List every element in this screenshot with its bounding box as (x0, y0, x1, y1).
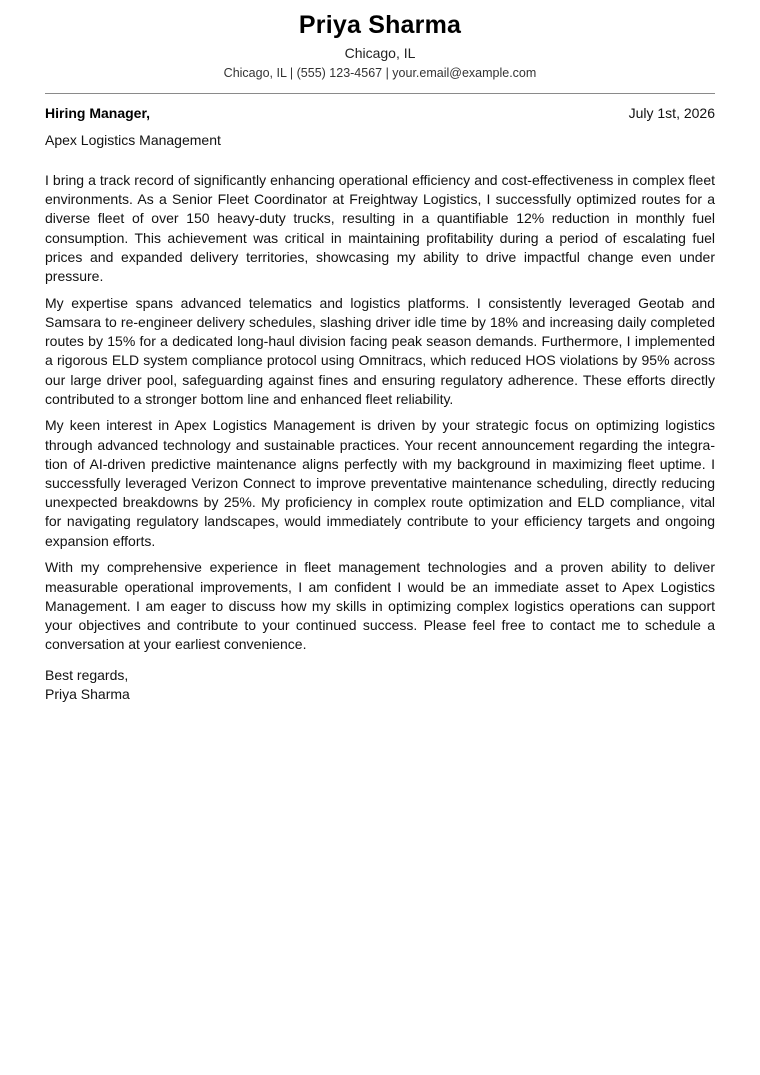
applicant-location: Chicago, IL (344, 45, 416, 61)
signature-name: Priya Sharma (45, 686, 130, 703)
letter-body (45, 171, 715, 654)
sign-off: Best regards, (45, 667, 129, 684)
recipient-row (45, 104, 715, 122)
letter-header (45, 0, 715, 81)
recipient-greeting: Hiring Manager, (45, 105, 151, 121)
recipient-company: Apex Logistics Management (45, 132, 221, 148)
letter-date: July 1st, 2026 (628, 105, 715, 121)
applicant-name: Priya Sharma (298, 11, 462, 39)
applicant-contact-line: Chicago, IL | (555) 123-4567 | your.email@example.com (223, 66, 537, 80)
body-paragraph: With my comprehensive experience in fleet management technologies and a proven ability to deliver measurable operational improvements, I am confident I would be an immediate asset to Apex Logistics Management. I am eager to discuss how my skills in optimizing complex logistics operations can support your objectives and contribute to your continued success. Please feel free to contact me to schedule a conversation at your earliest convenience. (45, 559, 715, 653)
body-paragraph: I bring a track record of significantly enhancing operational efficiency and cost-effectiveness in complex fleet environments. As a Senior Fleet Coordinator at Freightway Logistics, I successfully optimized routes for a diverse fleet of over 150 heavy-duty trucks, resulting in a quantifiable 12% reduction in monthly fuel consumption. This achievement was critical in maintaining profitability during a period of escalating fuel prices and expanded delivery territories, showcasing my ability to drive impactful change even under pressure. (45, 172, 715, 285)
letter-closing (45, 666, 715, 704)
header-divider (45, 93, 715, 94)
body-paragraph: My keen interest in Apex Logistics Management is driven by your strategic focus on optimizing logistics through advanced technology and sustainable practices. Your recent announcement regarding the integration of AI-driven predictive maintenance aligns perfectly with my background in maximizing fleet uptime. I successfully leveraged Verizon Connect to improve preventative maintenance scheduling, directly reducing unexpected breakdowns by 25%. My proficiency in complex route optimization and ELD compliance, vital for navigating regulatory landscapes, would immediately contribute to your efficiency targets and ongoing expansion efforts. (45, 417, 715, 549)
body-paragraph: My expertise spans advanced telematics and logistics platforms. I consistently leveraged Geotab and Samsara to re-engineer delivery schedules, slashing driver idle time by 18% and increasing daily completed routes by 15% for a dedicated long-haul division facing peak season demands. Furthermore, I implemented a rigorous ELD system compliance protocol using Omnitracs, which reduced HOS violations by 95% across our large driver pool, safeguarding against fines and ensuring regulatory adherence. These efforts directly contributed to a stronger bottom line and enhanced fleet reliability. (45, 294, 715, 407)
